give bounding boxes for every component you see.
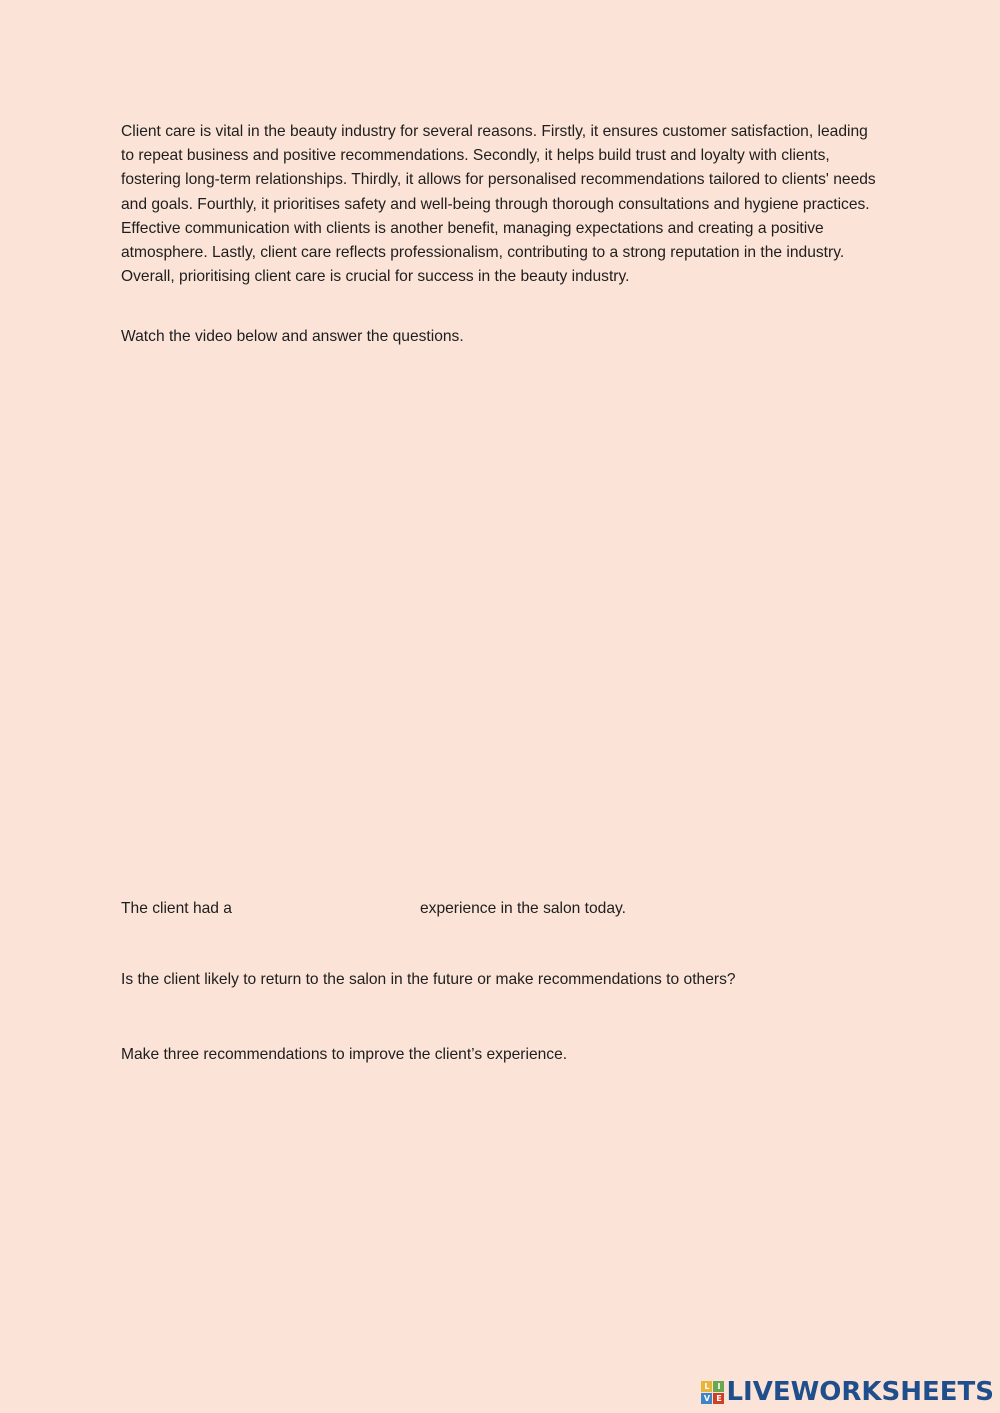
question-1-prefix: The client had a	[121, 899, 232, 917]
instruction-text: Watch the video below and answer the questions.	[121, 328, 464, 345]
logo-wordmark: LIVEWORKSHEETS	[726, 1377, 994, 1407]
intro-paragraph: Client care is vital in the beauty industry for several reasons. Firstly, it ensures customer satisfaction, leading to repeat business and positive recommendations. Secondly, it helps build trust and loyalty with clients, fostering long-term relationships. Thirdly, it allows for personalised recommendations tailored to clients' needs and goals. Fourthly, it prioritises safety and well-being through thorough consultations and hygiene practices. Effective communication with clients is another benefit, managing expectations and creating a positive atmosphere. Lastly, client care reflects professionalism, contributing to a strong reputation in the industry. Overall, prioritising client care is crucial for success in the beauty industry.	[121, 123, 876, 286]
question-2: Is the client likely to return to the salon in the future or make recommendations to others?	[121, 971, 736, 988]
liveworksheets-logo	[701, 1377, 994, 1407]
question-1-suffix: experience in the salon today.	[419, 899, 626, 917]
logo-mark-tile: V	[701, 1393, 712, 1404]
answer-blank-input[interactable]	[240, 896, 412, 920]
question-1	[121, 896, 626, 920]
logo-mark-tile: I	[713, 1381, 724, 1392]
logo-mark-tile: L	[701, 1381, 712, 1392]
logo-mark-icon	[701, 1381, 724, 1404]
question-3: Make three recommendations to improve the client’s experience.	[121, 1046, 568, 1063]
logo-mark-tile: E	[713, 1393, 724, 1404]
video-embed-area[interactable]	[121, 365, 881, 865]
